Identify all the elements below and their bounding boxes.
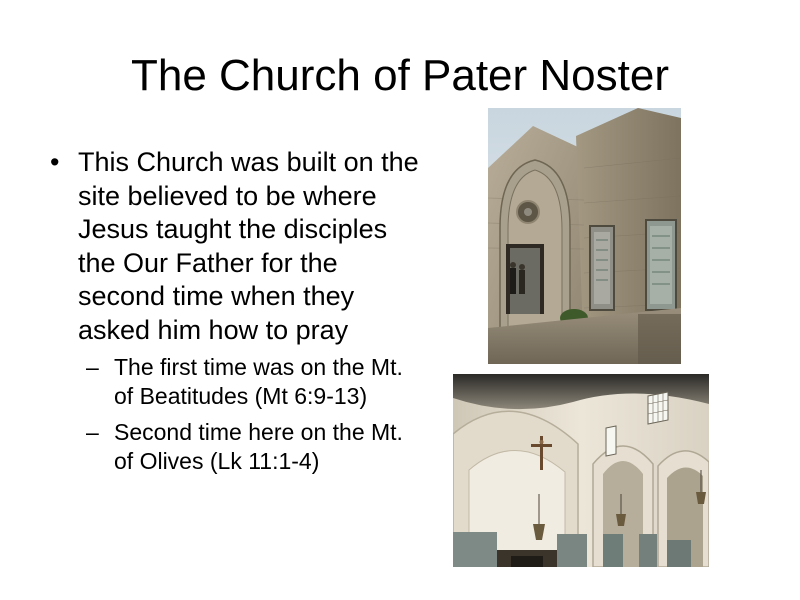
bullet-item [50, 146, 430, 476]
bullet-text: This Church was built on the site believed to be where Jesus taught the disciples the Our Father for the second time when they asked him how to pray [78, 147, 419, 345]
dash-icon: – [86, 419, 99, 445]
slide-title: The Church of Pater Noster [130, 51, 669, 100]
sub-bullet-list [86, 353, 430, 476]
dash-icon: – [86, 354, 99, 380]
bullet-list [50, 146, 430, 483]
sub-bullet-text: The first time was on the Mt. of Beatitudes (Mt 6:9-13) [114, 354, 403, 409]
bullet-dot-icon: • [50, 147, 60, 177]
sub-bullet-item [86, 418, 414, 476]
sub-bullet-item [86, 353, 414, 411]
sub-bullet-text: Second time here on the Mt. of Olives (Lk 11:1-4) [114, 419, 403, 474]
church-interior-photo [453, 374, 709, 567]
church-exterior-photo [488, 108, 681, 364]
